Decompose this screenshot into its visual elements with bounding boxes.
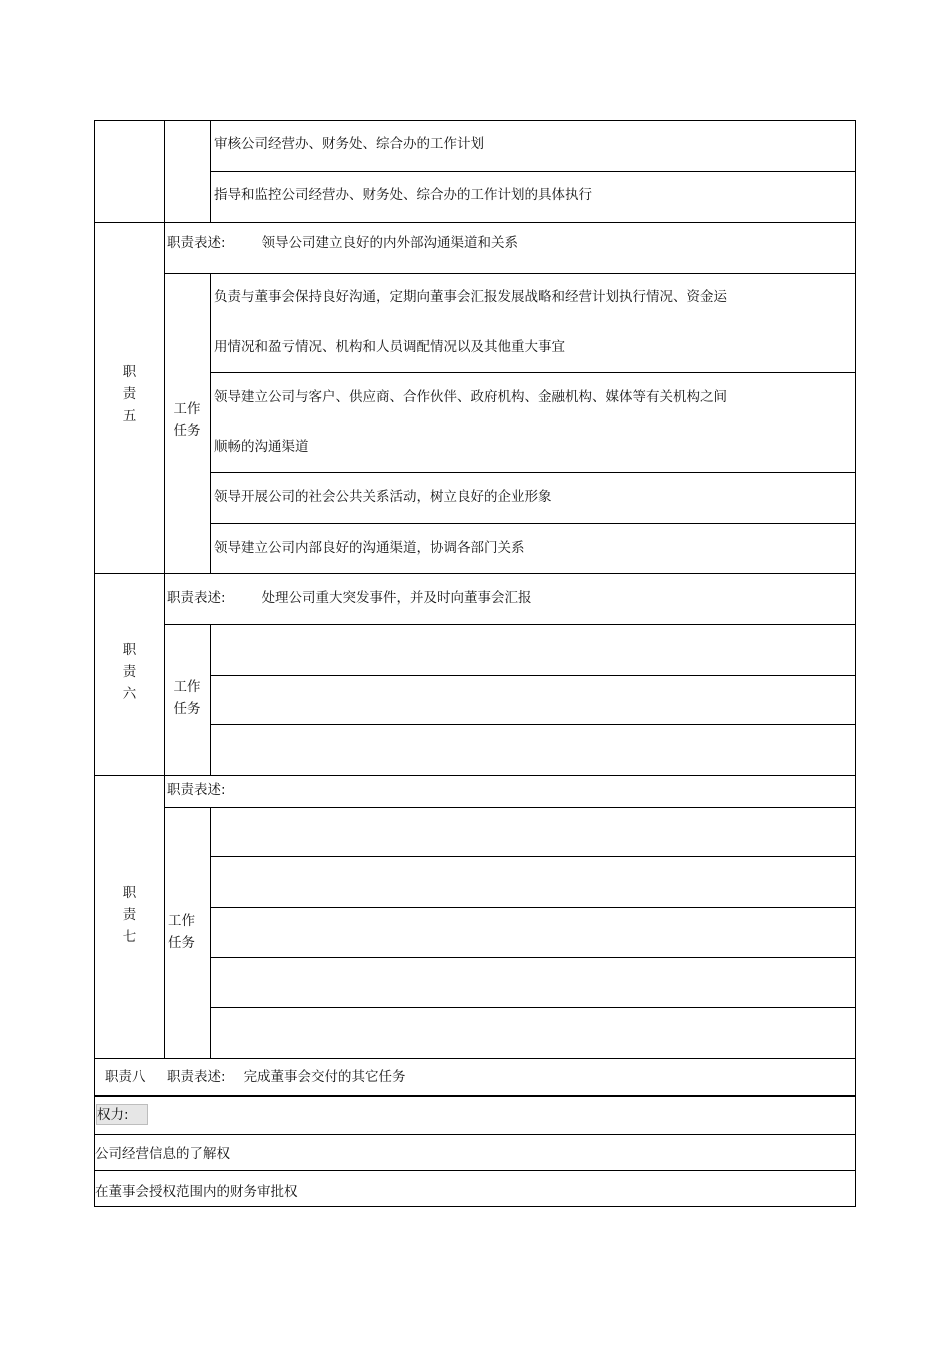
task-text: 负责与董事会保持良好沟通，定期向董事会汇报发展战略和经营计划执行情况、资金运 xyxy=(214,289,727,305)
authority-label: 权力: xyxy=(97,1107,129,1123)
task-text: 审核公司经营办、财务处、综合办的工作计划 xyxy=(214,136,484,152)
duty-description xyxy=(167,782,226,798)
task-text: 指导和监控公司经营办、财务处、综合办的工作计划的具体执行 xyxy=(214,187,592,203)
description-text: 完成董事会交付的其它任务 xyxy=(243,1069,406,1085)
task-text: 领导建立公司与客户、供应商、合作伙伴、政府机构、金融机构、媒体等有关机构之间 xyxy=(214,389,727,405)
row-divider xyxy=(210,171,855,172)
section-divider xyxy=(95,1058,855,1059)
description-label: 职责表述: xyxy=(167,235,226,251)
column-divider-tasklabel xyxy=(210,273,211,573)
description-text: 领导公司建立良好的内外部沟通渠道和关系 xyxy=(261,235,519,251)
row-divider xyxy=(164,624,855,625)
description-text: 处理公司重大突发事件，并及时向董事会汇报 xyxy=(261,590,532,606)
task-label: 工作 任务 xyxy=(173,401,201,439)
row-divider xyxy=(210,523,855,524)
section-divider xyxy=(95,222,855,223)
row-divider xyxy=(210,957,855,958)
column-divider-tasklabel xyxy=(210,624,211,775)
row-divider xyxy=(210,724,855,725)
section-divider xyxy=(95,1095,855,1097)
row-divider xyxy=(210,1007,855,1008)
authority-item: 在董事会授权范围内的财务审批权 xyxy=(95,1184,298,1200)
column-divider-label xyxy=(164,121,165,1058)
section-divider xyxy=(95,775,855,776)
row-divider xyxy=(210,907,855,908)
row-divider xyxy=(95,1170,855,1171)
task-label: 工作 任务 xyxy=(168,913,195,951)
duty-label: 职 责 七 xyxy=(122,885,137,945)
duty-label: 职 责 六 xyxy=(122,642,137,702)
responsibility-table xyxy=(94,120,856,1207)
duty-label: 职 责 五 xyxy=(122,364,137,424)
row-divider xyxy=(95,1134,855,1135)
row-divider xyxy=(210,472,855,473)
description-label: 职责表述: xyxy=(167,782,226,798)
duty-description xyxy=(167,1069,406,1085)
duty-label: 职责八 xyxy=(105,1069,146,1085)
description-label: 职责表述: xyxy=(167,590,226,606)
task-label: 工作 任务 xyxy=(173,679,201,717)
description-label: 职责表述: xyxy=(167,1069,226,1085)
row-divider xyxy=(210,856,855,857)
row-divider xyxy=(210,372,855,373)
duty-description xyxy=(167,590,532,606)
task-text: 顺畅的沟通渠道 xyxy=(214,439,309,455)
authority-item: 公司经营信息的了解权 xyxy=(95,1146,230,1162)
section-divider xyxy=(95,573,855,574)
column-divider-tasklabel xyxy=(210,807,211,1058)
row-divider xyxy=(210,675,855,676)
row-divider xyxy=(164,273,855,274)
duty-description xyxy=(167,235,518,251)
task-text: 领导建立公司内部良好的沟通渠道，协调各部门关系 xyxy=(214,540,525,556)
row-divider xyxy=(164,807,855,808)
task-text: 领导开展公司的社会公共关系活动，树立良好的企业形象 xyxy=(214,489,552,505)
task-text: 用情况和盈亏情况、机构和人员调配情况以及其他重大事宜 xyxy=(214,339,565,355)
